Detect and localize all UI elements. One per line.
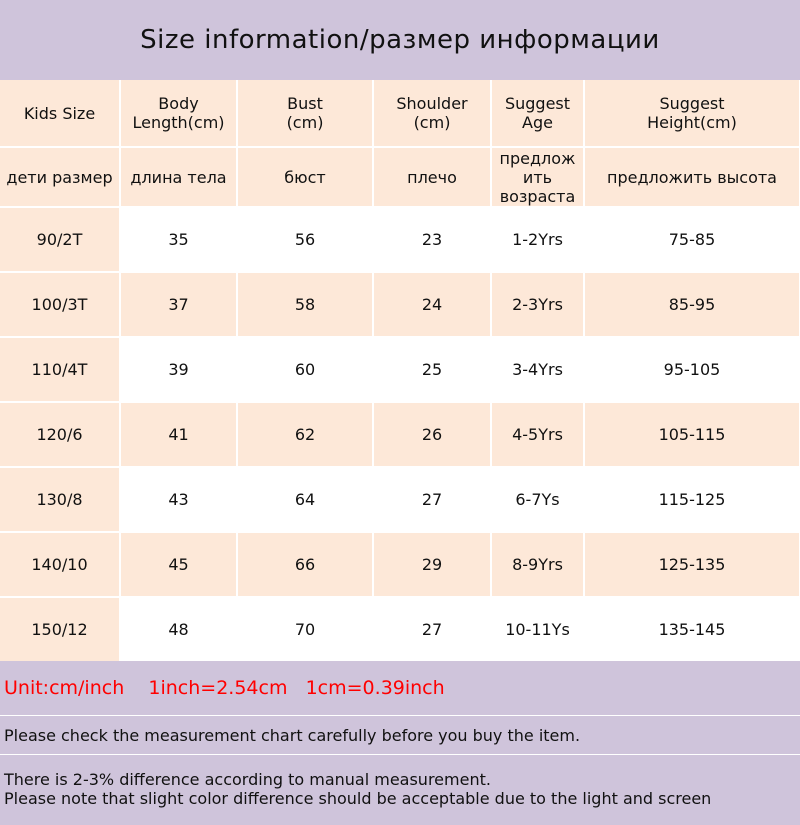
table-cell: 75-85 <box>584 207 800 272</box>
table-cell: 64 <box>237 467 373 532</box>
column-header: Bust (cm) <box>237 80 373 147</box>
size-cell: 150/12 <box>0 597 120 662</box>
table-cell: 58 <box>237 272 373 337</box>
column-header: Body Length(cm) <box>120 80 237 147</box>
size-cell: 120/6 <box>0 402 120 467</box>
column-header: предложить высота <box>584 147 800 207</box>
table-cell: 37 <box>120 272 237 337</box>
table-cell: 48 <box>120 597 237 662</box>
column-header: Shoulder (cm) <box>373 80 491 147</box>
table-cell: 24 <box>373 272 491 337</box>
table-cell: 4-5Yrs <box>491 402 584 467</box>
table-row <box>0 402 800 467</box>
table-cell: 6-7Ys <box>491 467 584 532</box>
table-cell: 115-125 <box>584 467 800 532</box>
table-cell: 29 <box>373 532 491 597</box>
column-header: Suggest Height(cm) <box>584 80 800 147</box>
difference-note: There is 2-3% difference according to manual measurement. <box>4 770 491 789</box>
header-row-russian <box>0 147 800 207</box>
table-cell: 60 <box>237 337 373 402</box>
table-cell: 35 <box>120 207 237 272</box>
size-cell: 140/10 <box>0 532 120 597</box>
header-row-english <box>0 80 800 147</box>
column-header: дети размер <box>0 147 120 207</box>
table-cell: 62 <box>237 402 373 467</box>
table-cell: 105-115 <box>584 402 800 467</box>
size-cell: 100/3T <box>0 272 120 337</box>
table-cell: 2-3Yrs <box>491 272 584 337</box>
size-cell: 90/2T <box>0 207 120 272</box>
table-cell: 43 <box>120 467 237 532</box>
table-cell: 41 <box>120 402 237 467</box>
table-row <box>0 337 800 402</box>
table-cell: 27 <box>373 597 491 662</box>
table-cell: 70 <box>237 597 373 662</box>
table-row <box>0 272 800 337</box>
column-header: Kids Size <box>0 80 120 147</box>
table-cell: 135-145 <box>584 597 800 662</box>
table-cell: 23 <box>373 207 491 272</box>
unit-conversion-note: Unit:cm/inch 1inch=2.54cm 1cm=0.39inch <box>0 661 800 715</box>
color-difference-note: Please note that slight color difference should be acceptable due to the light and screen <box>4 789 712 808</box>
table-cell: 3-4Yrs <box>491 337 584 402</box>
table-cell: 95-105 <box>584 337 800 402</box>
column-header: длина тела <box>120 147 237 207</box>
table-cell: 26 <box>373 402 491 467</box>
table-cell: 56 <box>237 207 373 272</box>
table-cell: 125-135 <box>584 532 800 597</box>
column-header: плечо <box>373 147 491 207</box>
table-cell: 1-2Yrs <box>491 207 584 272</box>
table-cell: 25 <box>373 337 491 402</box>
measurement-check-note: Please check the measurement chart carefully before you buy the item. <box>0 716 800 754</box>
column-header: Suggest Age <box>491 80 584 147</box>
table-cell: 66 <box>237 532 373 597</box>
table-cell: 39 <box>120 337 237 402</box>
table-cell: 8-9Yrs <box>491 532 584 597</box>
size-cell: 110/4T <box>0 337 120 402</box>
table-cell: 27 <box>373 467 491 532</box>
table-row <box>0 207 800 272</box>
table-cell: 10-11Ys <box>491 597 584 662</box>
column-header: бюст <box>237 147 373 207</box>
table-row <box>0 597 800 662</box>
page-title: Size information/размер информации <box>0 0 800 80</box>
column-header: предлож ить возраста <box>491 147 584 207</box>
table-cell: 45 <box>120 532 237 597</box>
disclaimer-note <box>0 755 800 825</box>
table-row <box>0 467 800 532</box>
table-cell: 85-95 <box>584 272 800 337</box>
table-row <box>0 532 800 597</box>
size-cell: 130/8 <box>0 467 120 532</box>
size-chart-table <box>0 80 800 663</box>
